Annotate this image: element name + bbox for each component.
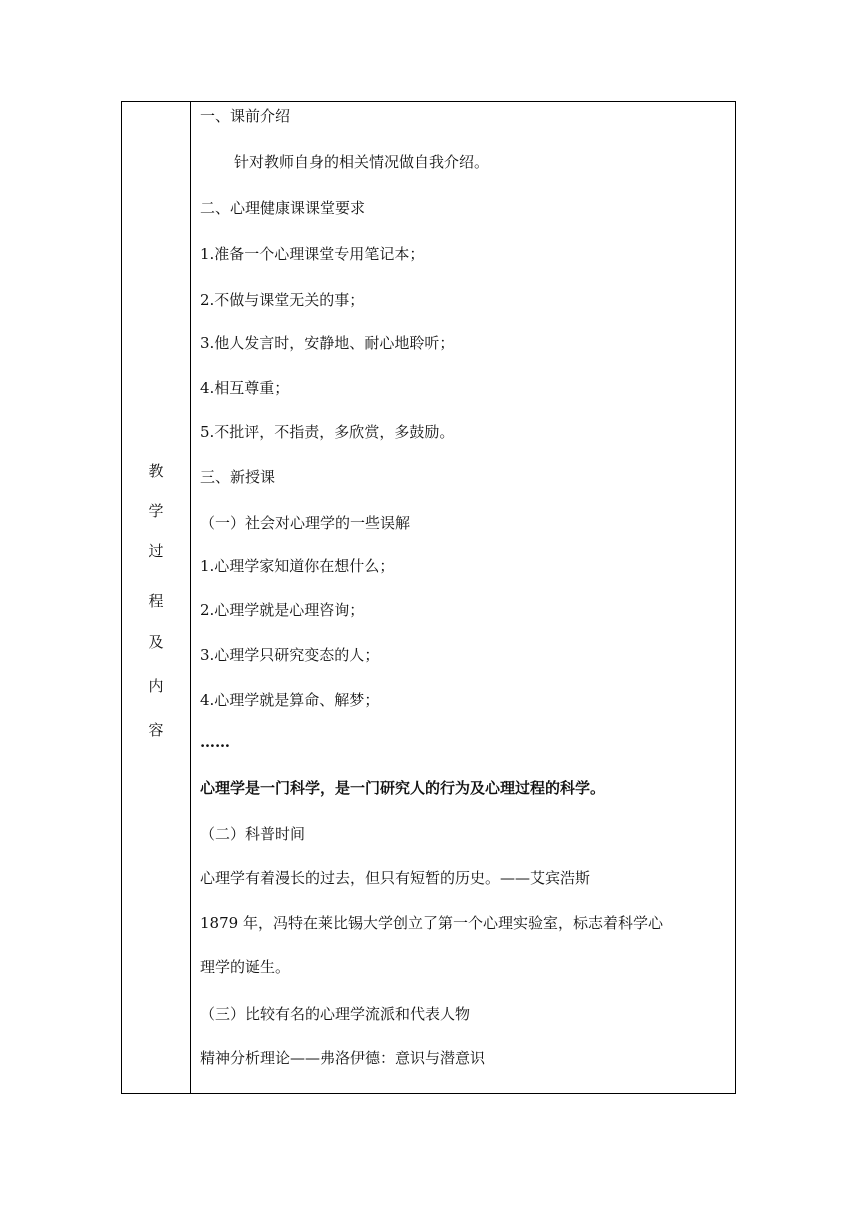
section-label-char: 过 — [148, 542, 164, 560]
section-label-column — [122, 102, 190, 1093]
heading-intro: 一、课前介绍 — [200, 107, 291, 125]
history-text-continued: 理学的诞生。 — [200, 958, 291, 976]
misunderstanding-item: 2.心理学就是心理咨询； — [200, 601, 365, 619]
misunderstanding-item: 3.心理学只研究变态的人； — [200, 646, 380, 664]
subheading-schools: （三）比较有名的心理学流派和代表人物 — [200, 1005, 471, 1023]
section-label-char: 教 — [148, 462, 164, 480]
ellipsis: …… — [200, 733, 230, 751]
column-divider — [190, 101, 191, 1094]
misunderstanding-item: 4.心理学就是算命、解梦； — [200, 691, 380, 709]
requirement-item: 3.他人发言时，安静地、耐心地聆听； — [200, 334, 455, 352]
school-item: 精神分析理论——弗洛伊德：意识与潜意识 — [200, 1049, 486, 1067]
heading-requirements: 二、心理健康课课堂要求 — [200, 199, 366, 217]
section-label-char: 学 — [148, 502, 164, 520]
intro-text: 针对教师自身的相关情况做自我介绍。 — [234, 153, 490, 171]
requirement-item: 4.相互尊重； — [200, 379, 290, 397]
heading-new-lesson: 三、新授课 — [200, 468, 276, 486]
section-label-char: 容 — [148, 721, 164, 739]
requirement-item: 2.不做与课堂无关的事； — [200, 291, 365, 309]
section-label-char: 程 — [148, 592, 164, 610]
history-text: 1879 年，冯特在莱比锡大学创立了第一个心理实验室，标志着科学心 — [200, 914, 663, 932]
definition-statement: 心理学是一门科学，是一门研究人的行为及心理过程的科学。 — [200, 779, 606, 797]
misunderstanding-item: 1.心理学家知道你在想什么； — [200, 557, 395, 575]
section-label-char: 及 — [148, 633, 164, 651]
subheading-science-time: （二）科普时间 — [200, 825, 306, 843]
requirement-item: 1.准备一个心理课堂专用笔记本； — [200, 245, 425, 263]
quote-text: 心理学有着漫长的过去，但只有短暂的历史。——艾宾浩斯 — [200, 869, 591, 887]
requirement-item: 5.不批评，不指责，多欣赏，多鼓励。 — [200, 423, 455, 441]
section-label-char: 内 — [148, 677, 164, 695]
subheading-misunderstandings: （一）社会对心理学的一些误解 — [200, 514, 411, 532]
